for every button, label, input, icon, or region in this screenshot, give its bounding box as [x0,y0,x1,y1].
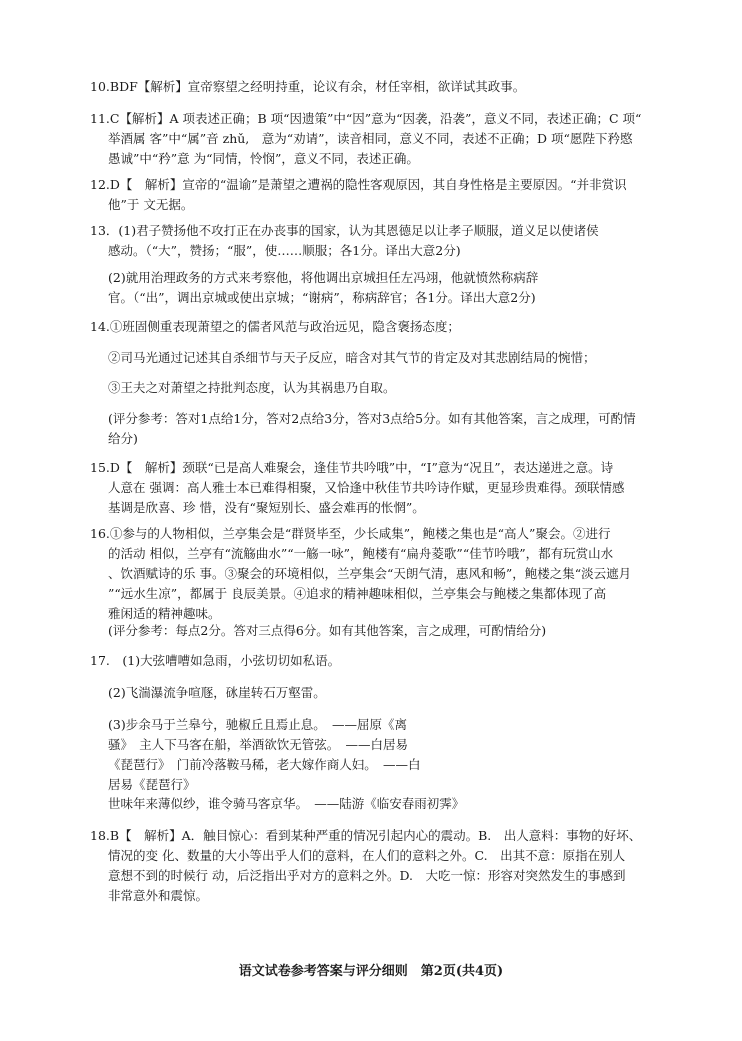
answer-11-line-3: 愚诚”中“矜”意 为“同情，怜悯”，意义不同，表述正确。 [108,151,419,166]
answer-17-part-4 [90,794,660,814]
answer-16-scoring [90,621,660,641]
answer-17-line-2: (2)飞湍瀑流争喧豗，砯崖转石万壑雷。 [108,685,326,700]
answer-17-line-1: 17. (1)大弦嘈嘈如急雨，小弦切切如私语。 [90,653,341,668]
answer-13-line-3: (2)就用治理政务的方式来考察他，将他调出京城担任左冯翊，他就愤然称病辞 [108,270,539,285]
answer-11 [90,109,660,169]
answer-15-line-3: 基调是欣喜、珍 惜，没有“聚短别长、盛会难再的怅惘”。 [108,500,425,515]
answer-14-line-4: (评分参考：答对1点给1分，答对2点给3分，答对3点给5分。如有其他答案，言之成理，可酌情 [108,411,636,426]
answer-13-line-4: 官。（“出”，调出京城或使出京城；“谢病”，称病辞官；各1分。译出大意2分) [108,290,536,305]
answer-16-line-4: ”“远水生凉”，都属于 良辰美景。④追求的精神趣味相似，兰亭集会与鲍楼之集都体现了高 [108,586,607,601]
answer-12-line-1: 12.D【 解析】宣帝的“温谕”是萧望之遭祸的隐性客观原因，其自身性格是主要原因。“并非赏识 [90,177,627,192]
answer-17-line-5: 《琵琶行》 门前冷落鞍马稀，老大嫁作商人妇。 ——白 [108,757,421,772]
page-footer: 语文试卷参考答案与评分细则 第2页(共4页) [238,964,504,979]
answer-10 [90,77,660,97]
answer-14-line-2: ②司马光通过记述其自杀细节与天子反应，暗含对其气节的肯定及对其悲剧结局的惋惜； [108,350,596,365]
answer-14-point-3 [90,378,660,398]
answer-18-line-2: 情况的变 化、数量的大小等出乎人们的意料，在人们的意料之外。C. 出其不意：原指在别人 [108,848,626,863]
answer-16-line-5: 雅闲适的精神趣味。 [108,606,221,621]
answer-18-line-3: 意想不到的时候行 动，后泛指出乎对方的意料之外。D. 大吃一惊：形容对突然发生的事感到 [108,868,626,883]
answer-12 [90,175,660,215]
answer-17-part-3 [90,715,660,795]
answer-17-line-4: 骚》 主人下马客在船，举酒欲饮无管弦。 ——白居易 [108,737,409,752]
answer-16 [90,524,660,624]
answer-10-line-1: 10.BDF【解析】宣帝察望之经明持重，论议有余，材任宰相，欲详试其政事。 [90,79,526,94]
answer-14-line-3: ③王夫之对萧望之持批判态度，认为其祸患乃自取。 [108,380,396,395]
answer-18-line-1: 18.B【 解析】A．触目惊心：看到某种严重的情况引起内心的震动。B. 出人意料：事物的好坏、 [90,828,642,843]
answer-17-line-3: (3)步余马于兰皋兮，驰椒丘且焉止息。 ——屈原《离 [108,717,407,732]
answer-13-part-2 [90,268,660,308]
answer-16-line-1: 16.①参与的人物相似，兰亭集会是“群贤毕至，少长咸集”，鲍楼之集也是“高人”聚会。②进行 [90,526,611,541]
answer-13-line-1: 13．(1)君子赞扬他不攻打正在办丧事的国家，认为其恩德足以让孝子顺服，道义足以使诸侯 [90,223,599,238]
answer-15 [90,458,660,518]
answer-15-line-2: 人意在 强调：高人雅士本已难得相聚，又恰逢中秋佳节共吟诗作赋，更显珍贵难得。颈联情感 [108,480,625,495]
answer-11-line-1: 11.C【解析】A 项表述正确；B 项“因遗策”中“因”意为“因袭，沿袭”，意义不同，表述正确；C 项“ [90,111,642,126]
answer-14-point-2 [90,348,660,368]
answer-18-line-4: 非常意外和震惊。 [108,888,209,903]
answer-11-line-2: 举酒属 客”中“属”音 zhǔ, 意为“劝请”，读音相同，意义不同，表述不正确；D 项“愿陛下矜愍 [108,131,633,146]
answer-17 [90,651,660,671]
answer-17-part-2 [90,683,660,703]
answer-15-line-1: 15.D【 解析】颈联“已是高人难聚会，逢佳节共吟哦”中，“I”意为“况且”，表达递进之意。诗 [90,460,614,475]
answer-14-line-1: 14.①班固侧重表现萧望之的儒者风范与政治远见，隐含褒扬态度； [90,319,460,334]
answer-16-line-6: (评分参考：每点2分。答对三点得6分。如有其他答案，言之成理，可酌情给分) [108,623,547,638]
answer-17-line-7: 世味年来薄似纱，谁令骑马客京华。 ——陆游《临安春雨初霁》 [108,796,465,811]
answer-12-line-2: 他”于 文无据。 [108,197,194,212]
answer-13 [90,221,660,261]
answer-17-line-6: 居易《琵琶行》 [108,777,196,792]
answer-14-scoring [90,409,660,449]
answer-18 [90,826,660,906]
answer-16-line-2: 的活动 相似，兰亭有“流觞曲水”“一觞一咏”，鲍楼有“扁舟菱歌”“佳节吟哦”，都有玩赏山水 [108,546,614,561]
answer-13-line-2: 感动。（“大”，赞扬；“服”，使……顺服；各1分。译出大意2分) [108,243,461,258]
answer-14 [90,317,660,337]
answer-16-line-3: 、饮酒赋诗的乐 事。③聚会的环境相似，兰亭集会“天朗气清，惠风和畅”，鲍楼之集“淡云遮月 [108,566,632,581]
answer-14-line-5: 给分) [108,431,138,446]
